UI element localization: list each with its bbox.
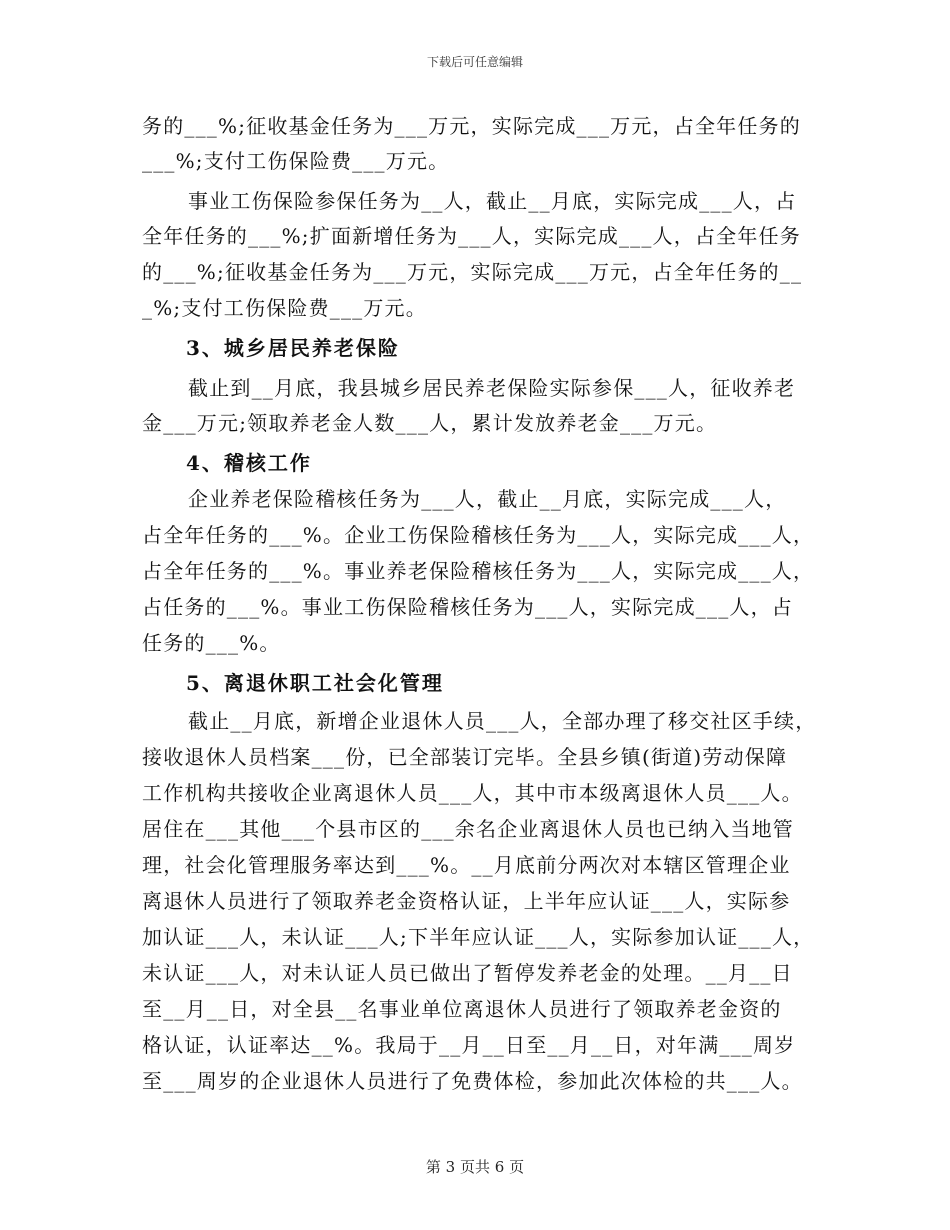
body-line: 理，社会化管理服务率达到___%。__月底前分两次对本辖区管理企业 bbox=[142, 853, 791, 877]
body-line: 截止__月底，新增企业退休人员___人，全部办理了移交社区手续， bbox=[188, 709, 817, 733]
section-heading: 5、离退休职工社会化管理 bbox=[186, 671, 444, 695]
section-heading: 3、城乡居民养老保险 bbox=[186, 336, 400, 360]
page-header: 下载后可任意编辑 bbox=[426, 55, 523, 69]
page-footer: 第 3 页共 6 页 bbox=[425, 1158, 525, 1176]
body-line: 格认证，认证率达__%。我局于__月__日至__月__日，对年满___周岁 bbox=[142, 1033, 796, 1057]
body-line: 加认证___人，未认证___人;下半年应认证___人，实际参加认证___人， bbox=[142, 925, 815, 949]
section-heading: 4、稽核工作 bbox=[186, 451, 312, 475]
body-line: 至__月__日，对全县__名事业单位离退休人员进行了领取养老金资的 bbox=[142, 997, 782, 1021]
body-line: 占任务的___%。事业工伤保险稽核任务为___人，实际完成___人，占 bbox=[142, 595, 794, 619]
body-line: 企业养老保险稽核任务为___人，截止__月底，实际完成___人， bbox=[188, 487, 787, 511]
body-line: 未认证___人，对未认证人员已做出了暂停发养老金的处理。__月__日 bbox=[142, 961, 793, 985]
body-line: 接收退休人员档案___份，已全部装订完毕。全县乡镇(街道)劳动保障 bbox=[142, 745, 788, 769]
body-line: 全年任务的___%;扩面新增任务为___人，实际完成___人，占全年任务 bbox=[142, 224, 801, 248]
body-line: 居住在___其他___个县市区的___余名企业离退休人员也已纳入当地管 bbox=[142, 817, 794, 841]
body-line: ___%;支付工伤保险费___万元。 bbox=[142, 149, 450, 173]
body-line: 占全年任务的___%。企业工伤保险稽核任务为___人，实际完成___人， bbox=[142, 523, 815, 547]
body-line: 任务的___%。 bbox=[142, 631, 281, 655]
body-line: 离退休人员进行了领取养老金资格认证，上半年应认证___人，实际参 bbox=[142, 889, 791, 913]
body-line: _%;支付工伤保险费___万元。 bbox=[142, 296, 427, 320]
body-line: 截止到__月底，我县城乡居民养老保险实际参保___人，征收养老 bbox=[188, 376, 796, 400]
body-line: 占全年任务的___%。事业养老保险稽核任务为___人，实际完成___人， bbox=[142, 559, 815, 583]
body-line: 的___%;征收基金任务为___万元，实际完成___万元，占全年任务的__ bbox=[142, 260, 803, 284]
body-line: 工作机构共接收企业离退休人员___人，其中市本级离退休人员___人。 bbox=[142, 781, 803, 805]
body-line: 至___周岁的企业退休人员进行了免费体检，参加此次体检的共___人。 bbox=[142, 1069, 803, 1093]
body-line: 事业工伤保险参保任务为__人，截止__月底，实际完成___人，占 bbox=[188, 189, 797, 213]
body-line: 金___万元;领取养老金人数___人，累计发放养老金___万元。 bbox=[142, 411, 718, 435]
body-line: 务的___%;征收基金任务为___万元，实际完成___万元，占全年任务的 bbox=[142, 114, 801, 138]
